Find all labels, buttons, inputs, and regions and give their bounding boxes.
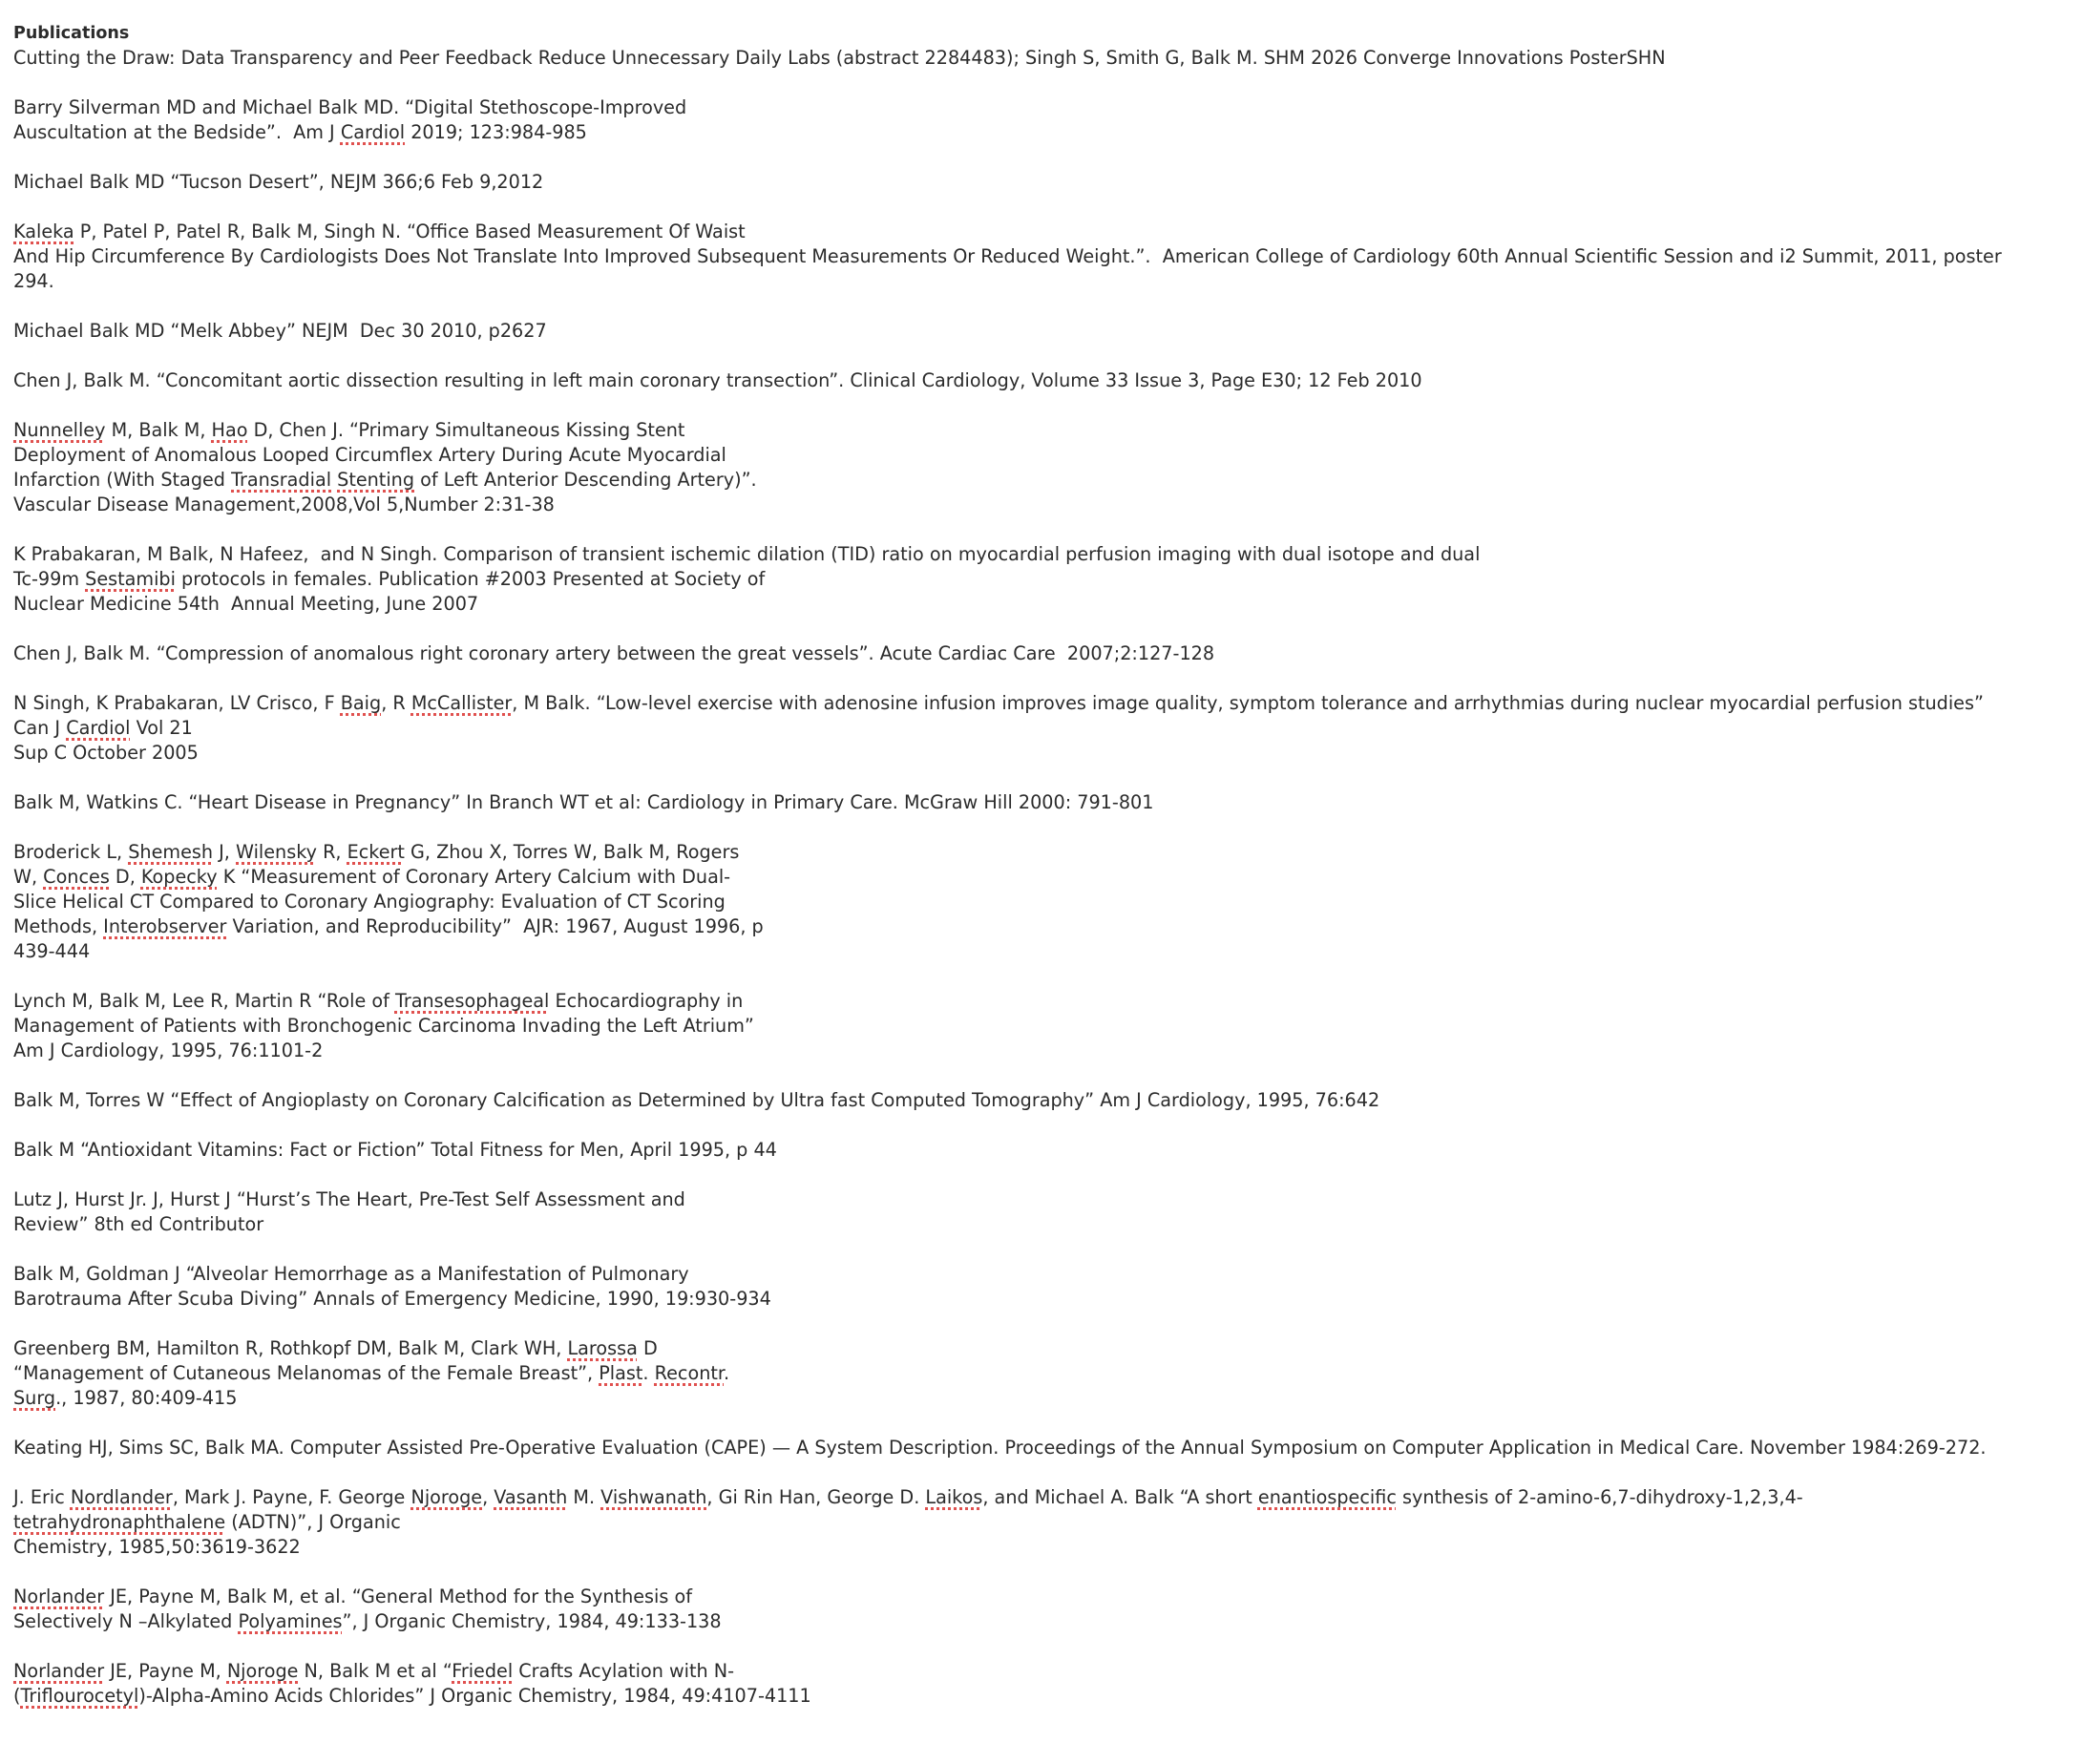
text-run: G, Zhou X, Torres W, Balk M, Rogers <box>404 841 740 863</box>
blank-line <box>13 815 2075 840</box>
text-run: of Left Anterior Descending Artery)”. <box>414 469 757 491</box>
text-run: Michael Balk MD “Tucson Desert”, NEJM 366;6 Feb 9,2012 <box>13 171 544 193</box>
text-line[interactable] <box>13 319 2075 344</box>
text-run: Balk M, Torres W “Effect of Angioplasty on Coronary Calcification as Determined by Ultra fast Computed Tomography” Am J Cardiology, 1995, 76:642 <box>13 1089 1380 1111</box>
text-run: Crafts Acylation with N- <box>513 1660 735 1682</box>
text-line[interactable] <box>13 1336 2075 1361</box>
misspelled-word[interactable]: Hao <box>211 419 248 441</box>
text-line[interactable] <box>13 1386 2075 1411</box>
text-line[interactable] <box>13 567 2075 592</box>
text-run: 2019; 123:984-985 <box>405 121 587 143</box>
text-run: Cutting the Draw: Data Transparency and Peer Feedback Reduce Unnecessary Daily Labs (abstract 2284483); Singh S, Smith G, Balk M. SHM 2026 Converge Innovations PosterSHN <box>13 47 1666 69</box>
text-run: Vascular Disease Management,2008,Vol 5,Number 2:31-38 <box>13 494 555 515</box>
text-line[interactable] <box>13 443 2075 468</box>
text-run: K Prabakaran, M Balk, N Hafeez, and N Singh. Comparison of transient ischemic dilation (TID) ratio on myocardial perfusion imaging with dual isotope and dual <box>13 543 1481 565</box>
misspelled-word[interactable]: Norlander <box>13 1660 105 1682</box>
text-line[interactable] <box>13 1585 2075 1609</box>
text-line[interactable] <box>13 46 2075 71</box>
misspelled-word[interactable]: Friedel <box>452 1660 514 1682</box>
text-run: , and Michael A. Balk “A short <box>982 1486 1258 1508</box>
blank-line <box>13 145 2075 170</box>
misspelled-word[interactable]: Cardiol <box>340 121 406 143</box>
text-run: J. Eric <box>13 1486 71 1508</box>
text-run: Lynch M, Balk M, Lee R, Martin R “Role of <box>13 990 395 1012</box>
text-run: Review” 8th ed Contributor <box>13 1213 264 1235</box>
text-run: Sup C October 2005 <box>13 742 199 764</box>
text-line[interactable] <box>13 493 2075 517</box>
text-run: Chen J, Balk M. “Concomitant aortic dissection resulting in left main coronary transection”. Clinical Cardiology, Volume 33 Issue 3, Page E30; 12 Feb 2010 <box>13 369 1422 391</box>
misspelled-word[interactable]: tetrahydronaphthalene <box>13 1511 226 1533</box>
text-line[interactable] <box>13 939 2075 964</box>
misspelled-word[interactable]: Triflourocetyl <box>20 1685 139 1707</box>
misspelled-word[interactable]: Njoroge <box>226 1660 299 1682</box>
text-run: N Singh, K Prabakaran, LV Crisco, F <box>13 692 341 714</box>
publication-list[interactable] <box>13 46 2075 1709</box>
text-run: synthesis of 2-amino-6,7-dihydroxy-1,2,3,4- <box>1396 1486 1803 1508</box>
text-run: Management of Patients with Bronchogenic Carcinoma Invading the Left Atrium” <box>13 1015 754 1037</box>
text-run: Methods, <box>13 915 104 937</box>
text-line[interactable] <box>13 1088 2075 1113</box>
text-run: Balk M, Watkins C. “Heart Disease in Pregnancy” In Branch WT et al: Cardiology in Primary Care. McGraw Hill 2000: 791-801 <box>13 791 1154 813</box>
text-run: R, <box>316 841 347 863</box>
document-page[interactable] <box>13 21 2075 1709</box>
misspelled-word[interactable]: Vishwanath <box>600 1486 707 1508</box>
text-line[interactable] <box>13 914 2075 939</box>
text-run: . <box>642 1362 655 1384</box>
text-run: Broderick L, <box>13 841 129 863</box>
text-run: “Management of Cutaneous Melanomas of the Female Breast”, <box>13 1362 600 1384</box>
blank-line <box>13 1063 2075 1088</box>
text-line[interactable] <box>13 1138 2075 1163</box>
text-run: P, Patel P, Patel R, Balk M, Singh N. “Office Based Measurement Of Waist <box>74 220 746 242</box>
text-line[interactable] <box>13 890 2075 914</box>
blank-line <box>13 517 2075 542</box>
text-run: protocols in females. Publication #2003 Presented at Society of <box>175 568 766 590</box>
misspelled-word[interactable]: Baig <box>340 692 382 714</box>
text-line[interactable] <box>13 1684 2075 1709</box>
misspelled-word[interactable]: Kaleka <box>13 220 74 242</box>
blank-line <box>13 1237 2075 1262</box>
misspelled-word[interactable]: Nunnelley <box>13 419 106 441</box>
blank-line <box>13 71 2075 95</box>
text-run: Vol 21 <box>130 717 193 739</box>
text-run: D, Chen J. “Primary Simultaneous Kissing Stent <box>247 419 685 441</box>
text-line[interactable] <box>13 120 2075 145</box>
misspelled-word[interactable]: Norlander <box>13 1586 105 1607</box>
text-run: , R <box>381 692 411 714</box>
text-run: D <box>637 1337 658 1359</box>
text-run: Deployment of Anomalous Looped Circumflex Artery During Acute Myocardial <box>13 444 726 466</box>
misspelled-word[interactable]: Kopecky <box>140 866 218 888</box>
misspelled-word[interactable]: Cardiol <box>66 717 131 739</box>
text-line[interactable] <box>13 542 2075 567</box>
text-run: M, Balk M, <box>105 419 212 441</box>
blank-line <box>13 1460 2075 1485</box>
text-run: Selectively N –Alkylated <box>13 1610 239 1632</box>
text-line[interactable] <box>13 1436 2075 1460</box>
text-run: Chen J, Balk M. “Compression of anomalous right coronary artery between the great vessels”. Acute Cardiac Care 2007;2:127-128 <box>13 642 1215 664</box>
misspelled-word[interactable]: Transradial <box>231 469 332 491</box>
text-run: Variation, and Reproducibility” AJR: 1967, August 1996, p <box>226 915 764 937</box>
blank-line <box>13 294 2075 319</box>
misspelled-word[interactable]: McCallister <box>410 692 513 714</box>
blank-line <box>13 1113 2075 1138</box>
text-line[interactable] <box>13 244 2075 269</box>
text-run: K “Measurement of Coronary Artery Calcium with Dual- <box>217 866 731 888</box>
text-run: Balk M “Antioxidant Vitamins: Fact or Fiction” Total Fitness for Men, April 1995, p 44 <box>13 1139 777 1161</box>
text-run: Tc-99m <box>13 568 86 590</box>
misspelled-word[interactable]: Plast <box>599 1362 643 1384</box>
text-line[interactable] <box>13 790 2075 815</box>
misspelled-word[interactable]: Njoroge <box>410 1486 483 1508</box>
misspelled-word[interactable]: Wilensky <box>236 841 317 863</box>
text-run: ”, J Organic Chemistry, 1984, 49:133-138 <box>342 1610 722 1632</box>
blank-line <box>13 1163 2075 1187</box>
misspelled-word[interactable]: Shemesh <box>128 841 214 863</box>
blank-line <box>13 964 2075 989</box>
blank-line <box>13 766 2075 790</box>
misspelled-word[interactable]: Nordlander <box>70 1486 173 1508</box>
misspelled-word[interactable]: Eckert <box>347 841 405 863</box>
misspelled-word[interactable]: Vasanth <box>494 1486 568 1508</box>
text-line[interactable] <box>13 592 2075 617</box>
text-line[interactable] <box>13 1535 2075 1560</box>
text-line[interactable] <box>13 1659 2075 1684</box>
misspelled-word[interactable]: Conces <box>43 866 110 888</box>
blank-line <box>13 617 2075 641</box>
misspelled-word[interactable]: Recontr <box>654 1362 724 1384</box>
misspelled-word[interactable]: Laikos <box>925 1486 983 1508</box>
blank-line <box>13 1634 2075 1659</box>
blank-line <box>13 393 2075 418</box>
text-run: , Gi Rin Han, George D. <box>706 1486 926 1508</box>
text-run: Keating HJ, Sims SC, Balk MA. Computer Assisted Pre-Operative Evaluation (CAPE) — A System Description. Proceedings of the Annual Symposium on Computer Application in Medical Care. November 1984:269-272. <box>13 1437 1987 1459</box>
misspelled-word[interactable]: Larossa <box>567 1337 638 1359</box>
blank-line <box>13 344 2075 368</box>
text-line[interactable] <box>13 641 2075 666</box>
blank-line <box>13 1411 2075 1436</box>
misspelled-word[interactable]: Transesophageal <box>394 990 550 1012</box>
text-line[interactable] <box>13 1609 2075 1634</box>
text-line[interactable] <box>13 95 2075 120</box>
misspelled-word[interactable]: Interobserver <box>103 915 227 937</box>
text-run: D, <box>109 866 141 888</box>
text-line[interactable] <box>13 1262 2075 1287</box>
text-run: W, <box>13 866 44 888</box>
blank-line <box>13 195 2075 220</box>
text-run: Michael Balk MD “Melk Abbey” NEJM Dec 30 2010, p2627 <box>13 320 547 342</box>
text-run: (ADTN)”, J Organic <box>225 1511 401 1533</box>
text-line[interactable] <box>13 368 2075 393</box>
text-run: ( <box>13 1685 21 1707</box>
text-run: Greenberg BM, Hamilton R, Rothkopf DM, Balk M, Clark WH, <box>13 1337 568 1359</box>
text-run: J, <box>213 841 237 863</box>
text-line[interactable] <box>13 1039 2075 1063</box>
text-run: Lutz J, Hurst Jr. J, Hurst J “Hurst’s The Heart, Pre-Test Self Assessment and <box>13 1188 685 1210</box>
text-run: , M Balk. “Low-level exercise with adenosine infusion improves image quality, symptom tolerance and arrhythmias during nuclear myocardial perfusion studies” <box>512 692 1984 714</box>
text-line[interactable] <box>13 989 2075 1014</box>
text-run: 294. <box>13 270 54 292</box>
text-run: . <box>724 1362 730 1384</box>
text-line[interactable] <box>13 840 2075 865</box>
text-line[interactable] <box>13 418 2075 443</box>
text-line[interactable] <box>13 220 2075 244</box>
text-run: JE, Payne M, <box>104 1660 227 1682</box>
text-run: Auscultation at the Bedside”. Am J <box>13 121 341 143</box>
text-run: , <box>482 1486 494 1508</box>
text-run: Infarction (With Staged <box>13 469 232 491</box>
misspelled-word[interactable]: enantiospecific <box>1257 1486 1397 1508</box>
text-line[interactable] <box>13 1212 2075 1237</box>
text-run: Can J <box>13 717 67 739</box>
text-line[interactable] <box>13 1485 2075 1510</box>
text-run: 439-444 <box>13 940 91 962</box>
text-line[interactable] <box>13 269 2075 294</box>
text-line[interactable] <box>13 691 2075 716</box>
text-line[interactable] <box>13 170 2075 195</box>
text-line[interactable] <box>13 1287 2075 1312</box>
text-line[interactable] <box>13 1361 2075 1386</box>
text-run: Barry Silverman MD and Michael Balk MD. “Digital Stethoscope-Improved <box>13 96 687 118</box>
text-run: M. <box>567 1486 601 1508</box>
text-run: Barotrauma After Scuba Diving” Annals of Emergency Medicine, 1990, 19:930-934 <box>13 1288 771 1310</box>
blank-line <box>13 1560 2075 1585</box>
misspelled-word[interactable]: Stenting <box>337 469 415 491</box>
text-line[interactable] <box>13 468 2075 493</box>
text-run: N, Balk M et al “ <box>298 1660 452 1682</box>
text-run: And Hip Circumference By Cardiologists Does Not Translate Into Improved Subsequent Measurements Or Reduced Weight.”. American College of Cardiology 60th Annual Scientific Session and i2 Summit, 2011, poster <box>13 245 2002 267</box>
text-line[interactable] <box>13 741 2075 766</box>
text-run: Am J Cardiology, 1995, 76:1101-2 <box>13 1040 324 1061</box>
text-run: , Mark J. Payne, F. George <box>172 1486 411 1508</box>
text-run: Nuclear Medicine 54th Annual Meeting, June 2007 <box>13 593 479 615</box>
blank-line <box>13 666 2075 691</box>
text-run: )-Alpha-Amino Acids Chlorides” J Organic Chemistry, 1984, 49:4107-4111 <box>138 1685 811 1707</box>
text-run: Echocardiography in <box>549 990 744 1012</box>
misspelled-word[interactable]: Polyamines <box>238 1610 343 1632</box>
text-run: Slice Helical CT Compared to Coronary Angiography: Evaluation of CT Scoring <box>13 891 726 913</box>
text-run: Balk M, Goldman J “Alveolar Hemorrhage as a Manifestation of Pulmonary <box>13 1263 689 1285</box>
text-line[interactable] <box>13 716 2075 741</box>
text-run: Chemistry, 1985,50:3619-3622 <box>13 1536 301 1558</box>
section-heading: Publications <box>13 24 130 43</box>
text-line[interactable] <box>13 1014 2075 1039</box>
misspelled-word[interactable]: Sestamibi <box>85 568 176 590</box>
text-line[interactable] <box>13 1510 2075 1535</box>
text-run: ., 1987, 80:409-415 <box>55 1387 238 1409</box>
blank-line <box>13 1312 2075 1336</box>
text-line[interactable] <box>13 1187 2075 1212</box>
text-line[interactable] <box>13 865 2075 890</box>
text-run: JE, Payne M, Balk M, et al. “General Method for the Synthesis of <box>104 1586 692 1607</box>
misspelled-word[interactable]: Surg <box>13 1387 56 1409</box>
